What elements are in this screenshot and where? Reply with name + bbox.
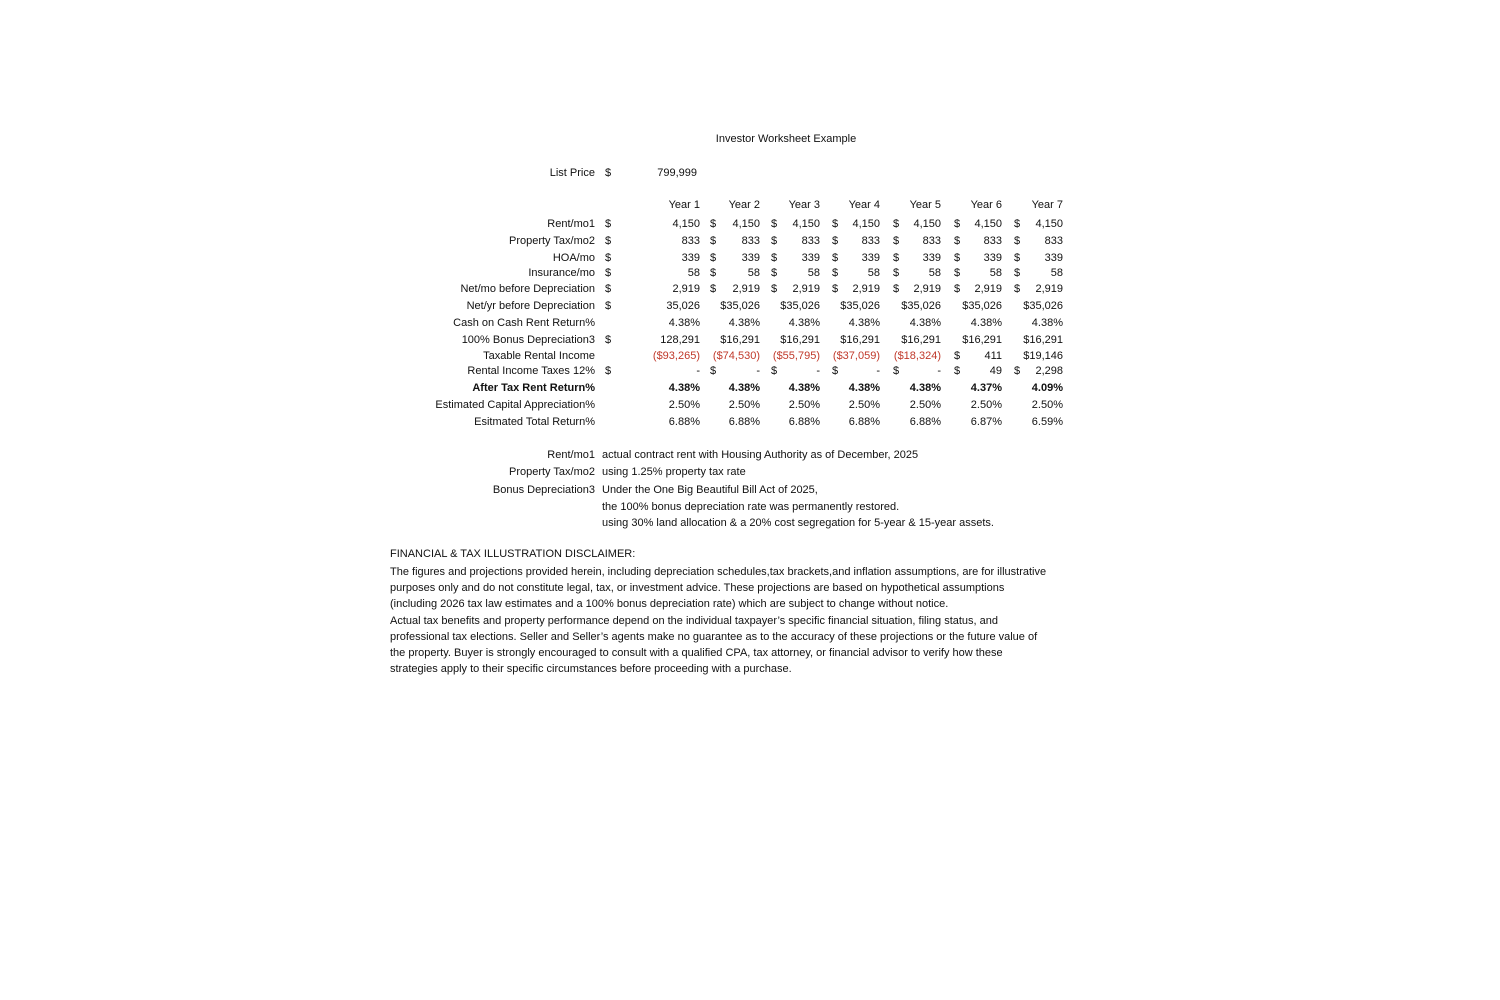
table-cell: 4.38%	[909, 382, 941, 394]
table-cell: $35,026	[1023, 300, 1063, 312]
row-label: Estimated Capital Appreciation%	[435, 399, 595, 411]
year-header: Year 1	[668, 199, 700, 211]
table-cell: 6.88%	[909, 416, 941, 428]
table-cell: $35,026	[720, 300, 760, 312]
list-price-label: List Price	[549, 167, 595, 179]
table-cell: $35,026	[962, 300, 1002, 312]
table-cell: 4.38%	[788, 382, 820, 394]
table-cell: 4,150	[852, 218, 880, 230]
row-currency: $	[605, 218, 612, 230]
cell-currency: $	[1014, 283, 1021, 295]
row-label: Rent/mo1	[547, 218, 595, 230]
table-cell: 411	[984, 350, 1002, 362]
table-cell: 4.38%	[909, 317, 941, 329]
cell-currency: $	[771, 252, 778, 264]
table-cell: 4.38%	[848, 382, 880, 394]
row-label: Rental Income Taxes 12%	[467, 365, 595, 377]
cell-currency: $	[893, 283, 900, 295]
table-cell: 339	[681, 252, 700, 264]
table-cell: 2,919	[732, 283, 760, 295]
table-cell: 2.50%	[788, 399, 820, 411]
note-text: using 30% land allocation & a 20% cost segregation for 5-year & 15-year assets.	[602, 517, 994, 529]
cell-currency: $	[954, 267, 961, 279]
table-cell: 339	[922, 252, 941, 264]
table-cell: 58	[867, 267, 880, 279]
disclaimer-body	[390, 564, 1050, 677]
cell-currency: $	[832, 218, 839, 230]
table-cell: 2,919	[672, 283, 700, 295]
worksheet-title: Investor Worksheet Example	[715, 133, 857, 145]
table-cell: 4,150	[732, 218, 760, 230]
table-cell: 2,298	[1035, 365, 1063, 377]
table-cell: 4.38%	[848, 317, 880, 329]
table-cell: 58	[989, 267, 1002, 279]
row-label: Insurance/mo	[528, 267, 595, 279]
row-label: 100% Bonus Depreciation3	[461, 334, 595, 346]
note-text: actual contract rent with Housing Authority as of December, 2025	[602, 449, 919, 461]
cell-currency: $	[893, 267, 900, 279]
table-cell: 833	[741, 235, 760, 247]
table-cell: 2.50%	[668, 399, 700, 411]
table-cell: 6.87%	[970, 416, 1002, 428]
cell-currency: $	[1014, 252, 1021, 264]
table-cell: 2.50%	[848, 399, 880, 411]
table-cell: 58	[807, 267, 820, 279]
row-currency: $	[605, 252, 612, 264]
cell-currency: $	[710, 283, 717, 295]
table-cell: 833	[983, 235, 1002, 247]
cell-currency: $	[954, 365, 961, 377]
table-cell: 6.88%	[848, 416, 880, 428]
row-currency: $	[605, 300, 612, 312]
table-cell: 339	[861, 252, 880, 264]
table-cell: 2,919	[852, 283, 880, 295]
note-label: Property Tax/mo2	[508, 466, 595, 478]
table-cell: 2,919	[1035, 283, 1063, 295]
table-cell: 58	[687, 267, 700, 279]
cell-currency: $	[771, 218, 778, 230]
table-cell: 49	[989, 365, 1002, 377]
table-cell: ($37,059)	[832, 350, 880, 362]
table-cell: 339	[801, 252, 820, 264]
cell-currency: $	[954, 350, 961, 362]
row-currency: $	[605, 334, 612, 346]
row-label: Net/yr before Depreciation	[466, 300, 595, 312]
cell-currency: $	[771, 267, 778, 279]
list-price-value: 799,999	[657, 167, 697, 179]
table-cell: 339	[741, 252, 760, 264]
note-text: the 100% bonus depreciation rate was permanently restored.	[602, 501, 900, 513]
disclaimer-paragraph: The figures and projections provided herein, including depreciation schedules,tax brackets,and inflation assumptions, are for illustrative purposes only and do not constitute legal, tax, or investment advice. These projections are based on hypothetical assumptions (including 2026 tax law estimates and a 100% bonus depreciation rate) which are subject to change without notice.	[390, 566, 1047, 611]
table-cell: $35,026	[901, 300, 941, 312]
table-cell: 58	[928, 267, 941, 279]
row-label: Esitmated Total Return%	[474, 416, 595, 428]
year-header: Year 3	[788, 199, 820, 211]
table-cell: 4.38%	[668, 317, 700, 329]
row-label: Property Tax/mo2	[508, 235, 595, 247]
table-cell: 2.50%	[970, 399, 1002, 411]
table-cell: 4.38%	[788, 317, 820, 329]
table-cell: -	[696, 365, 700, 377]
table-cell: $35,026	[840, 300, 880, 312]
table-cell: 4,150	[974, 218, 1002, 230]
table-cell: 4.38%	[668, 382, 700, 394]
cell-currency: $	[832, 252, 839, 264]
cell-currency: $	[832, 235, 839, 247]
cell-currency: $	[710, 365, 717, 377]
cell-currency: $	[954, 235, 961, 247]
table-cell: 6.88%	[668, 416, 700, 428]
table-cell: 6.88%	[728, 416, 760, 428]
table-cell: 4.38%	[728, 382, 760, 394]
table-cell: ($55,795)	[772, 350, 820, 362]
table-cell: $19,146	[1023, 350, 1063, 362]
table-cell: 833	[1044, 235, 1063, 247]
table-cell: 2,919	[792, 283, 820, 295]
disclaimer-heading: FINANCIAL & TAX ILLUSTRATION DISCLAIMER:	[390, 548, 636, 560]
table-cell: ($18,324)	[893, 350, 941, 362]
table-cell: 4,150	[792, 218, 820, 230]
cell-currency: $	[710, 218, 717, 230]
year-header: Year 7	[1031, 199, 1063, 211]
table-cell: 833	[801, 235, 820, 247]
table-cell: 6.59%	[1031, 416, 1063, 428]
table-cell: 833	[922, 235, 941, 247]
cell-currency: $	[710, 235, 717, 247]
table-cell: 2.50%	[1031, 399, 1063, 411]
table-cell: -	[816, 365, 820, 377]
table-cell: 2,919	[913, 283, 941, 295]
table-cell: 339	[983, 252, 1002, 264]
row-currency: $	[605, 283, 612, 295]
table-cell: 833	[861, 235, 880, 247]
note-label: Bonus Depreciation3	[492, 484, 595, 496]
cell-currency: $	[1014, 235, 1021, 247]
cell-currency: $	[832, 283, 839, 295]
cell-currency: $	[954, 283, 961, 295]
table-cell: ($74,530)	[712, 350, 760, 362]
cell-currency: $	[1014, 267, 1021, 279]
table-cell: 4.38%	[728, 317, 760, 329]
disclaimer-paragraph: Actual tax benefits and property performance depend on the individual taxpayer’s specific financial situation, filing status, and professional tax elections. Seller and Seller’s agents make no guarantee as to the accuracy of these projections or the future value of the property. Buyer is strongly encouraged to consult with a qualified CPA, tax attorney, or financial advisor to verify how these strategies apply to their specific circumstances before proceeding with a purchase.	[390, 614, 1038, 676]
list-price-currency: $	[605, 167, 612, 179]
table-cell: $16,291	[901, 334, 941, 346]
table-cell: -	[876, 365, 880, 377]
year-header: Year 4	[848, 199, 880, 211]
row-currency: $	[605, 365, 612, 377]
table-cell: $16,291	[720, 334, 760, 346]
table-cell: ($93,265)	[652, 350, 700, 362]
row-label: HOA/mo	[552, 252, 595, 264]
row-currency: $	[605, 267, 612, 279]
cell-currency: $	[771, 365, 778, 377]
table-cell: $16,291	[780, 334, 820, 346]
table-cell: 128,291	[660, 334, 700, 346]
note-text: using 1.25% property tax rate	[602, 466, 746, 478]
note-label: Rent/mo1	[547, 449, 595, 461]
year-header: Year 6	[970, 199, 1002, 211]
cell-currency: $	[771, 283, 778, 295]
table-cell: -	[937, 365, 941, 377]
table-cell: 35,026	[666, 300, 700, 312]
cell-currency: $	[832, 267, 839, 279]
table-cell: 4.37%	[970, 382, 1002, 394]
table-cell: 4,150	[913, 218, 941, 230]
table-cell: $16,291	[1023, 334, 1063, 346]
table-cell: $16,291	[962, 334, 1002, 346]
cell-currency: $	[893, 218, 900, 230]
table-cell: $16,291	[840, 334, 880, 346]
table-cell: 58	[1050, 267, 1063, 279]
table-cell: 4.38%	[970, 317, 1002, 329]
cell-currency: $	[710, 252, 717, 264]
row-label: Net/mo before Depreciation	[460, 283, 595, 295]
table-cell: 339	[1044, 252, 1063, 264]
table-cell: 2,919	[974, 283, 1002, 295]
table-cell: 58	[747, 267, 760, 279]
row-label: Taxable Rental Income	[483, 350, 595, 362]
row-currency: $	[605, 235, 612, 247]
cell-currency: $	[710, 267, 717, 279]
note-text: Under the One Big Beautiful Bill Act of 2025,	[602, 484, 818, 496]
table-cell: 2.50%	[909, 399, 941, 411]
year-header: Year 2	[728, 199, 760, 211]
cell-currency: $	[954, 218, 961, 230]
row-label: After Tax Rent Return%	[472, 382, 595, 394]
cell-currency: $	[893, 235, 900, 247]
cell-currency: $	[1014, 365, 1021, 377]
table-cell: $35,026	[780, 300, 820, 312]
cell-currency: $	[954, 252, 961, 264]
cell-currency: $	[771, 235, 778, 247]
table-cell: 4,150	[1035, 218, 1063, 230]
table-cell: 4.38%	[1031, 317, 1063, 329]
row-label: Cash on Cash Rent Return%	[453, 317, 595, 329]
cell-currency: $	[893, 252, 900, 264]
table-cell: 4,150	[672, 218, 700, 230]
cell-currency: $	[893, 365, 900, 377]
cell-currency: $	[1014, 218, 1021, 230]
cell-currency: $	[832, 365, 839, 377]
table-cell: 2.50%	[728, 399, 760, 411]
year-header: Year 5	[909, 199, 941, 211]
table-cell: 6.88%	[788, 416, 820, 428]
table-cell: 833	[681, 235, 700, 247]
table-cell: -	[756, 365, 760, 377]
table-cell: 4.09%	[1031, 382, 1063, 394]
